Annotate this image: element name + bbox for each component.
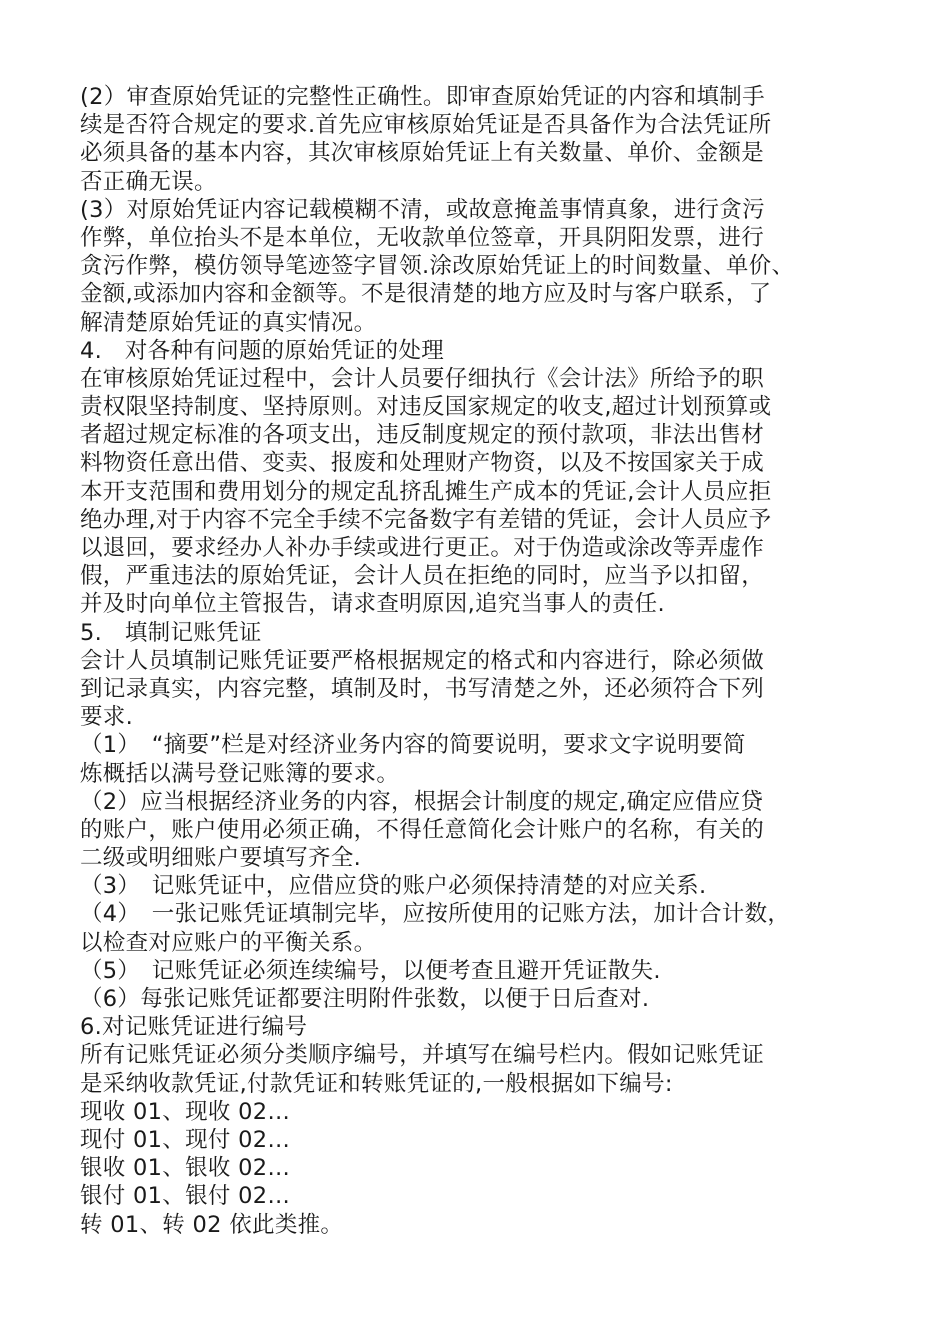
text-line: 料物资任意出借、变卖、报废和处理财产物资，以及不按国家关于成 — [80, 450, 765, 477]
text-line: 贪污作弊，模仿领导笔迹签字冒领.涂改原始凭证上的时间数量、单价、 — [80, 253, 795, 280]
text-line: 必须具备的基本内容，其次审核原始凭证上有关数量、单价、金额是 — [80, 140, 765, 167]
text-line: 以检查对应账户的平衡关系。 — [80, 929, 377, 956]
list-item: 现收 01、现收 02… — [80, 1098, 291, 1125]
text-line: 是采纳收款凭证,付款凭证和转账凭证的,一般根据如下编号: — [80, 1070, 673, 1097]
text-line: 在审核原始凭证过程中，会计人员要仔细执行《会计法》所给予的职 — [80, 365, 765, 392]
text-line: 二级或明细账户要填写齐全. — [80, 845, 362, 872]
text-line: 续是否符合规定的要求.首先应审核原始凭证是否具备作为合法凭证所 — [80, 112, 772, 139]
text-line: 作弊，单位抬头不是本单位，无收款单位签章，开具阴阳发票，进行 — [80, 224, 765, 251]
text-line: 解清楚原始凭证的真实情况。 — [80, 309, 377, 336]
text-line: 会计人员填制记账凭证要严格根据规定的格式和内容进行，除必须做 — [80, 647, 765, 674]
text-line: 以退回，要求经办人补办手续或进行更正。对于伪造或涂改等弄虚作 — [80, 535, 765, 561]
text-line: 否正确无误。 — [80, 168, 217, 195]
section-heading: 6.对记账凭证进行编号 — [80, 1014, 308, 1041]
text-line: 到记录真实，内容完整，填制及时，书写清楚之外，还必须符合下列 — [80, 675, 765, 702]
text-line: 并及时向单位主管报告，请求查明原因,追究当事人的责任. — [80, 591, 665, 618]
document-body — [80, 83, 880, 1239]
text-line: 所有记账凭证必须分类顺序编号，并填写在编号栏内。假如记账凭证 — [80, 1042, 765, 1069]
text-line: 金额,或添加内容和金额等。不是很清楚的地方应及时与客户联系，了 — [80, 281, 772, 308]
text-line: 责权限坚持制度、坚持原则。对违反国家规定的收支,超过计划预算或 — [80, 394, 772, 421]
text-line: 者超过规定标准的各项支出，违反制度规定的预付款项，非法出售材 — [80, 422, 765, 449]
text-line: 假，严重违法的原始凭证，会计人员在拒绝的同时，应当予以扣留， — [80, 563, 765, 590]
text-line: 本开支范围和费用划分的规定乱挤乱摊生产成本的凭证,会计人员应拒 — [80, 478, 772, 505]
text-line: （4） 一张记账凭证填制完毕，应按所使用的记账方法，加计合计数， — [80, 901, 791, 928]
text-line: 的账户，账户使用必须正确，不得任意简化会计账户的名称，有关的 — [80, 816, 765, 843]
text-line: （1） “摘要”栏是对经济业务内容的简要说明，要求文字说明要简 — [80, 732, 746, 759]
list-item: 银付 01、银付 02… — [80, 1183, 291, 1210]
text-line: (3）对原始凭证内容记载模糊不清，或故意掩盖事情真象，进行贪污 — [80, 196, 765, 223]
text-line: （5） 记账凭证必须连续编号，以便考查且避开凭证散失. — [80, 957, 661, 984]
text-line: （2）应当根据经济业务的内容，根据会计制度的规定,确定应借应贷 — [80, 788, 764, 815]
section-heading: 4. 对各种有问题的原始凭证的处理 — [80, 337, 445, 364]
section-heading: 5. 填制记账凭证 — [80, 619, 262, 646]
text-line: 要求. — [80, 704, 134, 731]
list-item: 转 01、转 02 依此类推。 — [80, 1211, 344, 1238]
text-line: (2）审查原始凭证的完整性正确性。即审查原始凭证的内容和填制手 — [80, 84, 765, 110]
text-line: 炼概括以满号登记账簿的要求。 — [80, 760, 400, 787]
text-line: （6）每张记账凭证都要注明附件张数，以便于日后查对. — [80, 986, 650, 1012]
text-line: 绝办理,对于内容不完全手续不完备数字有差错的凭证，会计人员应予 — [80, 506, 772, 533]
list-item: 银收 01、银收 02… — [80, 1155, 291, 1182]
text-line: （3） 记账凭证中，应借应贷的账户必须保持清楚的对应关系. — [80, 873, 707, 900]
list-item: 现付 01、现付 02… — [80, 1126, 291, 1153]
